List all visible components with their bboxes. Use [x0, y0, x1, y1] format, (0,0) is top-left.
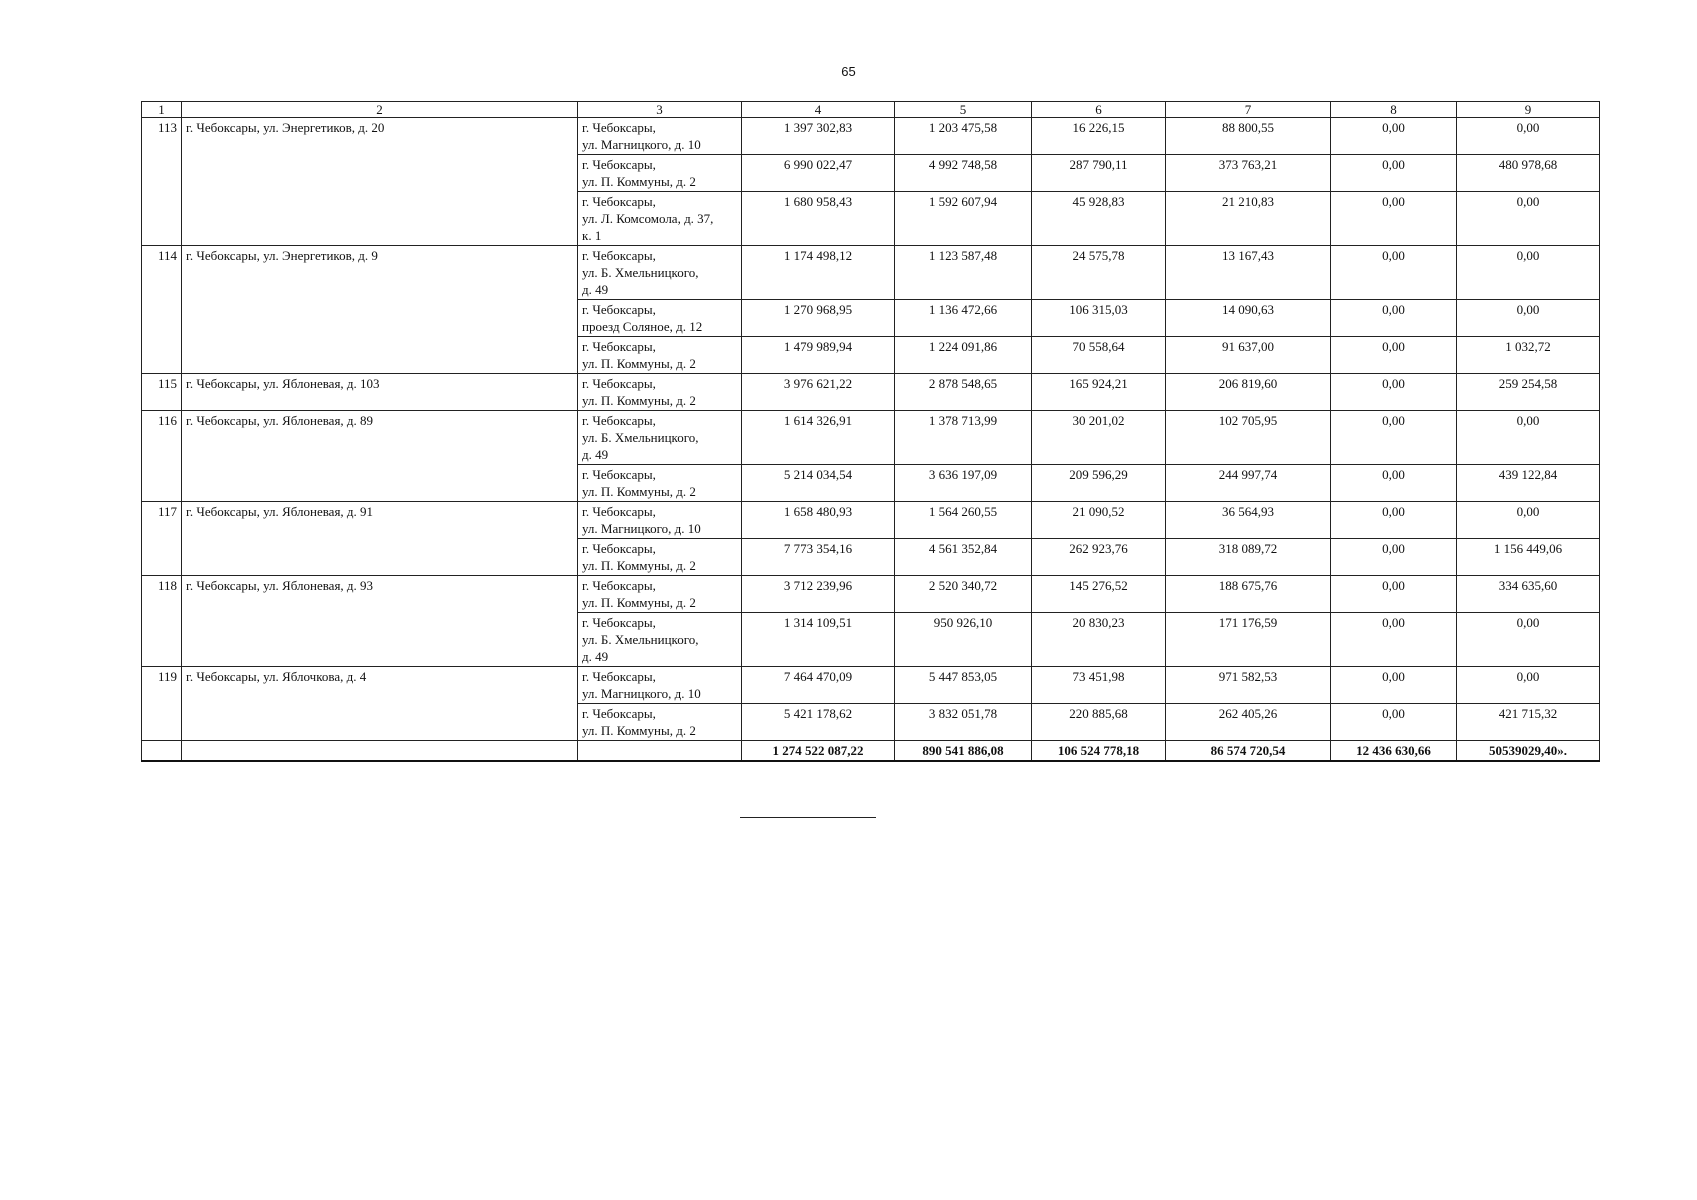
supplier-address-cell [578, 465, 742, 502]
supplier-address-cell [578, 576, 742, 613]
value-cell: 209 596,29 [1032, 465, 1166, 502]
address-line: г. Чебоксары, [582, 157, 656, 172]
total-cell: 890 541 886,08 [895, 741, 1032, 762]
row-number: 114 [142, 246, 182, 374]
value-cell: 262 405,26 [1166, 704, 1331, 741]
value-cell: 1 203 475,58 [895, 118, 1032, 155]
value-cell: 3 976 621,22 [742, 374, 895, 411]
value-cell: 21 210,83 [1166, 192, 1331, 246]
value-cell: 0,00 [1457, 667, 1600, 704]
address-line: ул. П. Коммуны, д. 2 [582, 174, 696, 189]
value-cell: 16 226,15 [1032, 118, 1166, 155]
column-header: 7 [1166, 102, 1331, 118]
value-cell: 0,00 [1331, 118, 1457, 155]
supplier-address-cell [578, 337, 742, 374]
value-cell: 2 878 548,65 [895, 374, 1032, 411]
value-cell: 373 763,21 [1166, 155, 1331, 192]
value-cell: 73 451,98 [1032, 667, 1166, 704]
address-line: г. Чебоксары, [582, 504, 656, 519]
value-cell: 1 564 260,55 [895, 502, 1032, 539]
totals-row [142, 741, 1600, 762]
address-cell: г. Чебоксары, ул. Яблоневая, д. 103 [182, 374, 578, 411]
address-line: г. Чебоксары, [582, 339, 656, 354]
value-cell: 206 819,60 [1166, 374, 1331, 411]
footer-divider [740, 817, 876, 818]
value-cell: 1 123 587,48 [895, 246, 1032, 300]
value-cell: 13 167,43 [1166, 246, 1331, 300]
address-line: г. Чебоксары, [582, 706, 656, 721]
value-cell: 1 378 713,99 [895, 411, 1032, 465]
value-cell: 20 830,23 [1032, 613, 1166, 667]
column-header: 3 [578, 102, 742, 118]
value-cell: 0,00 [1457, 613, 1600, 667]
value-cell: 0,00 [1457, 192, 1600, 246]
address-line: г. Чебоксары, [582, 413, 656, 428]
address-cell: г. Чебоксары, ул. Энергетиков, д. 9 [182, 246, 578, 374]
total-cell: 50539029,40». [1457, 741, 1600, 762]
address-line: ул. Б. Хмельницкого, [582, 430, 699, 445]
value-cell: 0,00 [1331, 502, 1457, 539]
address-cell: г. Чебоксары, ул. Яблоневая, д. 91 [182, 502, 578, 576]
address-line: г. Чебоксары, [582, 302, 656, 317]
table-row [142, 118, 1600, 155]
value-cell: 421 715,32 [1457, 704, 1600, 741]
column-header: 8 [1331, 102, 1457, 118]
value-cell: 0,00 [1331, 337, 1457, 374]
value-cell: 70 558,64 [1032, 337, 1166, 374]
value-cell: 4 992 748,58 [895, 155, 1032, 192]
address-line: д. 49 [582, 447, 609, 462]
supplier-address-cell [578, 118, 742, 155]
address-line: ул. П. Коммуны, д. 2 [582, 595, 696, 610]
value-cell: 1 479 989,94 [742, 337, 895, 374]
address-line: г. Чебоксары, [582, 467, 656, 482]
address-line: г. Чебоксары, [582, 578, 656, 593]
value-cell: 0,00 [1331, 192, 1457, 246]
value-cell: 30 201,02 [1032, 411, 1166, 465]
value-cell: 318 089,72 [1166, 539, 1331, 576]
table-row [142, 667, 1600, 704]
row-number: 116 [142, 411, 182, 502]
value-cell: 106 315,03 [1032, 300, 1166, 337]
address-line: ул. Магницкого, д. 10 [582, 521, 701, 536]
page-number: 65 [841, 64, 856, 79]
value-cell: 1 032,72 [1457, 337, 1600, 374]
address-line: к. 1 [582, 228, 602, 243]
address-line: г. Чебоксары, [582, 376, 656, 391]
column-header: 4 [742, 102, 895, 118]
column-header: 9 [1457, 102, 1600, 118]
value-cell: 1 136 472,66 [895, 300, 1032, 337]
value-cell: 0,00 [1457, 300, 1600, 337]
value-cell: 1 314 109,51 [742, 613, 895, 667]
value-cell: 0,00 [1457, 118, 1600, 155]
address-line: ул. Магницкого, д. 10 [582, 137, 701, 152]
value-cell: 24 575,78 [1032, 246, 1166, 300]
value-cell: 0,00 [1457, 502, 1600, 539]
value-cell: 1 224 091,86 [895, 337, 1032, 374]
row-number: 119 [142, 667, 182, 741]
supplier-address-cell [578, 704, 742, 741]
supplier-address-cell [578, 155, 742, 192]
value-cell: 4 561 352,84 [895, 539, 1032, 576]
value-cell: 3 712 239,96 [742, 576, 895, 613]
value-cell: 7 464 470,09 [742, 667, 895, 704]
value-cell: 0,00 [1331, 465, 1457, 502]
table-row [142, 374, 1600, 411]
value-cell: 165 924,21 [1032, 374, 1166, 411]
value-cell: 0,00 [1331, 576, 1457, 613]
address-line: ул. Б. Хмельницкого, [582, 632, 699, 647]
supplier-address-cell [578, 300, 742, 337]
address-line: ул. Л. Комсомола, д. 37, [582, 211, 714, 226]
totals-blank-cell [578, 741, 742, 762]
value-cell: 0,00 [1331, 246, 1457, 300]
table-body [142, 118, 1600, 741]
value-cell: 1 614 326,91 [742, 411, 895, 465]
value-cell: 0,00 [1331, 539, 1457, 576]
value-cell: 287 790,11 [1032, 155, 1166, 192]
value-cell: 259 254,58 [1457, 374, 1600, 411]
value-cell: 45 928,83 [1032, 192, 1166, 246]
row-number: 117 [142, 502, 182, 576]
address-cell: г. Чебоксары, ул. Яблоневая, д. 89 [182, 411, 578, 502]
value-cell: 1 658 480,93 [742, 502, 895, 539]
value-cell: 14 090,63 [1166, 300, 1331, 337]
value-cell: 3 636 197,09 [895, 465, 1032, 502]
value-cell: 244 997,74 [1166, 465, 1331, 502]
address-line: ул. П. Коммуны, д. 2 [582, 484, 696, 499]
value-cell: 21 090,52 [1032, 502, 1166, 539]
value-cell: 88 800,55 [1166, 118, 1331, 155]
value-cell: 102 705,95 [1166, 411, 1331, 465]
value-cell: 971 582,53 [1166, 667, 1331, 704]
address-line: г. Чебоксары, [582, 615, 656, 630]
value-cell: 220 885,68 [1032, 704, 1166, 741]
value-cell: 1 680 958,43 [742, 192, 895, 246]
value-cell: 3 832 051,78 [895, 704, 1032, 741]
value-cell: 0,00 [1331, 613, 1457, 667]
value-cell: 91 637,00 [1166, 337, 1331, 374]
supplier-address-cell [578, 192, 742, 246]
value-cell: 480 978,68 [1457, 155, 1600, 192]
table-row [142, 576, 1600, 613]
value-cell: 0,00 [1331, 704, 1457, 741]
value-cell: 5 214 034,54 [742, 465, 895, 502]
address-line: ул. П. Коммуны, д. 2 [582, 356, 696, 371]
value-cell: 36 564,93 [1166, 502, 1331, 539]
total-cell: 106 524 778,18 [1032, 741, 1166, 762]
value-cell: 262 923,76 [1032, 539, 1166, 576]
row-number: 113 [142, 118, 182, 246]
totals-blank-cell [182, 741, 578, 762]
address-line: ул. П. Коммуны, д. 2 [582, 558, 696, 573]
totals-blank-cell [142, 741, 182, 762]
address-line: г. Чебоксары, [582, 541, 656, 556]
total-cell: 12 436 630,66 [1331, 741, 1457, 762]
value-cell: 1 156 449,06 [1457, 539, 1600, 576]
address-cell: г. Чебоксары, ул. Энергетиков, д. 20 [182, 118, 578, 246]
value-cell: 0,00 [1331, 667, 1457, 704]
value-cell: 0,00 [1331, 411, 1457, 465]
address-line: г. Чебоксары, [582, 248, 656, 263]
address-line: д. 49 [582, 649, 609, 664]
address-line: г. Чебоксары, [582, 194, 656, 209]
value-cell: 950 926,10 [895, 613, 1032, 667]
header-row [142, 102, 1600, 118]
data-table [141, 101, 1600, 762]
supplier-address-cell [578, 502, 742, 539]
supplier-address-cell [578, 613, 742, 667]
value-cell: 6 990 022,47 [742, 155, 895, 192]
value-cell: 0,00 [1331, 155, 1457, 192]
address-line: ул. П. Коммуны, д. 2 [582, 723, 696, 738]
supplier-address-cell [578, 411, 742, 465]
address-cell: г. Чебоксары, ул. Яблоневая, д. 93 [182, 576, 578, 667]
row-number: 118 [142, 576, 182, 667]
value-cell: 1 397 302,83 [742, 118, 895, 155]
value-cell: 334 635,60 [1457, 576, 1600, 613]
value-cell: 171 176,59 [1166, 613, 1331, 667]
value-cell: 5 447 853,05 [895, 667, 1032, 704]
value-cell: 0,00 [1331, 300, 1457, 337]
value-cell: 1 174 498,12 [742, 246, 895, 300]
table-row [142, 246, 1600, 300]
column-header: 2 [182, 102, 578, 118]
table-row [142, 411, 1600, 465]
address-line: д. 49 [582, 282, 609, 297]
value-cell: 0,00 [1331, 374, 1457, 411]
address-line: г. Чебоксары, [582, 669, 656, 684]
value-cell: 1 592 607,94 [895, 192, 1032, 246]
value-cell: 145 276,52 [1032, 576, 1166, 613]
value-cell: 188 675,76 [1166, 576, 1331, 613]
supplier-address-cell [578, 246, 742, 300]
supplier-address-cell [578, 539, 742, 576]
column-header: 1 [142, 102, 182, 118]
value-cell: 0,00 [1457, 246, 1600, 300]
value-cell: 2 520 340,72 [895, 576, 1032, 613]
total-cell: 86 574 720,54 [1166, 741, 1331, 762]
table-row [142, 502, 1600, 539]
value-cell: 439 122,84 [1457, 465, 1600, 502]
address-line: ул. Магницкого, д. 10 [582, 686, 701, 701]
column-header: 6 [1032, 102, 1166, 118]
value-cell: 0,00 [1457, 411, 1600, 465]
value-cell: 7 773 354,16 [742, 539, 895, 576]
value-cell: 1 270 968,95 [742, 300, 895, 337]
row-number: 115 [142, 374, 182, 411]
total-cell: 1 274 522 087,22 [742, 741, 895, 762]
address-line: ул. Б. Хмельницкого, [582, 265, 699, 280]
address-line: ул. П. Коммуны, д. 2 [582, 393, 696, 408]
column-header: 5 [895, 102, 1032, 118]
address-cell: г. Чебоксары, ул. Яблочкова, д. 4 [182, 667, 578, 741]
address-line: г. Чебоксары, [582, 120, 656, 135]
address-line: проезд Соляное, д. 12 [582, 319, 703, 334]
supplier-address-cell [578, 667, 742, 704]
value-cell: 5 421 178,62 [742, 704, 895, 741]
supplier-address-cell [578, 374, 742, 411]
